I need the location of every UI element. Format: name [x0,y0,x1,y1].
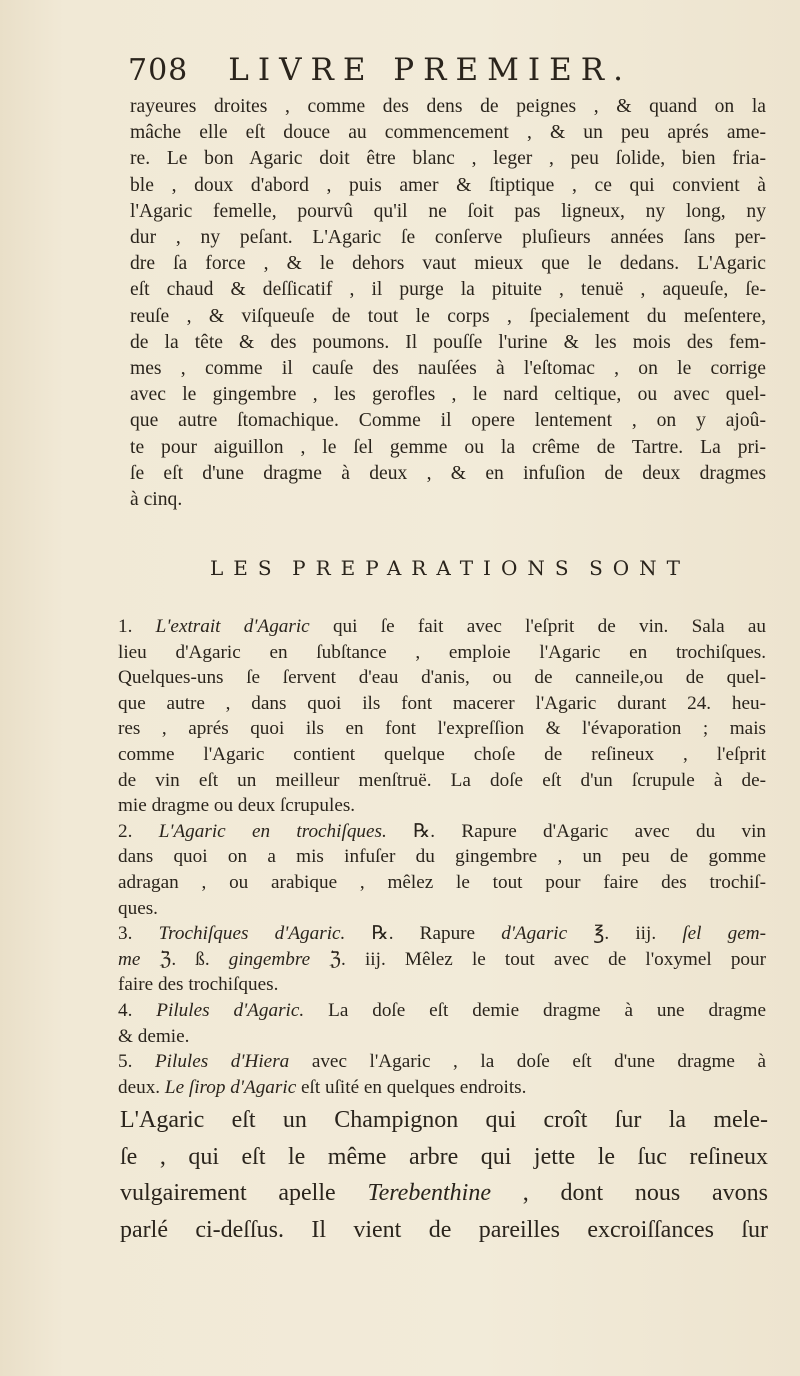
text-run: ſe , qui eſt le même arbre qui jette le ſuc reſineux [120,1143,768,1170]
text-run: comme l'Agaric contient quelque choſe de reſineux , l'eſprit [118,743,766,765]
text-line [118,947,766,973]
text-line: rayeures droites , comme des dens de peignes , & quand on la [130,96,766,117]
text-run: adragan , ou arabique , mêlez le tout pour faire des trochiſ- [118,871,766,893]
text-line [118,896,766,922]
text-line: dur , ny peſant. L'Agaric ſe conſerve pluſieurs années ſans per- [130,227,766,249]
text-line [118,665,766,691]
text-line [120,1139,768,1176]
text-line [120,1212,768,1249]
text-run: lieu d'Agaric en ſubſtance , emploie l'Agaric en trochiſques. [118,641,766,663]
text-run: vulgairement apelle [120,1180,368,1206]
text-line [118,870,766,896]
italic-text: Trochiſques d'Agaric. [158,923,346,945]
text-run: ℨ. iij. Mêlez le tout avec de l'oxymel pour [310,948,766,970]
text-run: Quelques-uns ſe ſervent d'eau d'anis, ou de canneile,ou de quel- [118,667,766,689]
text-line [118,1049,766,1075]
text-line: te pour aiguillon , le ſel gemme ou la crême de Tartre. La pri- [130,436,766,458]
paragraph-agaric-description [130,94,766,513]
page-number: 708 [128,53,189,88]
text-line [118,716,766,742]
heading-word: PREPARATIONS [292,556,579,580]
text-run: parlé ci-deſſus. Il vient de pareilles excroiſſances ſur [120,1216,768,1243]
text-line [118,742,766,768]
text-run: ques. [118,897,158,919]
section-heading [210,556,690,580]
text-run: dans quoi on a mis infuſer du gingembre , un peu de gomme [118,846,766,868]
text-line [118,1024,766,1050]
text-run: qui ſe fait avec l'eſprit de vin. Sala au [309,616,766,637]
text-line: dre ſa force , & le dehors vaut mieux que le dedans. L'Agaric [130,253,766,275]
text-line: mes , comme il cauſe des nauſées à l'eſtomac , on le corrige [130,358,766,380]
text-run: ℥. iij. [567,923,683,945]
italic-text: Pilules d'Hiera [154,1051,290,1073]
text-run: res , aprés quoi ils en font l'expreſſion & l'évaporation ; mais [118,718,766,740]
text-run: deux. [118,1076,165,1098]
preparations-list [118,614,766,1100]
text-line: ble , doux d'abord , puis amer & ſtiptique , ce qui convient à [130,174,766,196]
text-line [118,921,766,947]
text-line: avec le gingembre , les gerofles , le nard celtique, ou avec quel- [130,384,766,406]
text-line: mâche elle eſt douce au commencement , & un peu aprés ame- [130,122,766,144]
text-line: de la tête & des poumons. Il pouſſe l'urine & les mois des fem- [130,331,766,353]
text-run: ℨ. ß. [140,948,229,970]
text-line [118,1075,766,1101]
text-line: à cinq. [130,489,183,511]
text-run: faire des trochiſques. [118,974,279,996]
heading-word: SONT [589,556,690,580]
text-run: ℞. Rapure [345,923,502,945]
italic-text: me [118,948,141,970]
italic-text: gingembre [228,948,311,970]
text-line [120,1175,768,1212]
text-line: re. Le bon Agaric doit être blanc , leger , peu ſolide, bien fria- [130,148,766,170]
text-line: reuſe , & viſqueuſe de tout le corps , ſpecialement du meſentere, [130,305,766,327]
text-run: 3. [118,923,159,945]
text-run: 5. [118,1051,155,1073]
text-line [118,793,766,819]
text-line: que autre ſtomachique. Comme il opere lentement , on y ajoû- [130,410,766,432]
text-line [118,972,766,998]
italic-text: Le ſirop d'Agaric [164,1076,297,1098]
italic-text: ſel gem- [682,923,767,945]
text-run: ℞. Rapure d'Agaric avec du vin [386,820,767,842]
text-run: 4. [118,999,157,1021]
text-run: mie dragme ou deux ſcrupules. [118,795,356,817]
text-run: de vin eſt un meilleur menſtruë. La doſe eſt d'un ſcrupule à de- [118,769,766,791]
text-run: 2. [118,820,159,842]
text-run: eſt uſité en quelques endroits. [296,1076,527,1098]
text-run: L'Agaric eſt un Champignon qui croît ſur la mele- [120,1107,768,1133]
text-line [118,998,766,1024]
text-run: & demie. [118,1025,190,1047]
text-line: eſt chaud & deſſicatif , il purge la pituite , tenuë , aqueuſe, ſe- [130,279,766,301]
text-line [118,819,766,845]
italic-text: L'extrait d'Agaric [155,616,310,637]
text-line [118,691,766,717]
text-run: La doſe eſt demie dragme à une dragme [304,999,766,1021]
text-run: 1. [118,616,156,637]
italic-text: Terebenthine [367,1180,491,1206]
text-line [118,640,766,666]
italic-text: d'Agaric [501,923,568,945]
italic-text: Pilules d'Agaric. [156,999,305,1021]
text-line: ſe eſt d'une dragme à deux , & en infuſion de deux dragmes [130,462,766,484]
text-line [120,1102,768,1139]
text-run: que autre , dans quoi ils font macerer l'Agaric durant 24. heu- [118,692,766,714]
text-run: avec l'Agaric , la doſe eſt d'une dragme à [289,1051,767,1073]
text-line [118,614,766,640]
text-line: l'Agaric femelle, pourvû qu'il ne ſoit pas ligneux, ny long, ny [130,200,766,222]
text-line [118,844,766,870]
italic-text: L'Agaric en trochiſques. [158,820,387,842]
heading-word: LES [210,556,282,580]
text-line [118,768,766,794]
text-run: , dont nous avons [490,1180,769,1206]
page-header [128,52,768,88]
paragraph-agaric-origin [120,1102,768,1248]
running-title: LIVRE PREMIER. [228,52,632,88]
